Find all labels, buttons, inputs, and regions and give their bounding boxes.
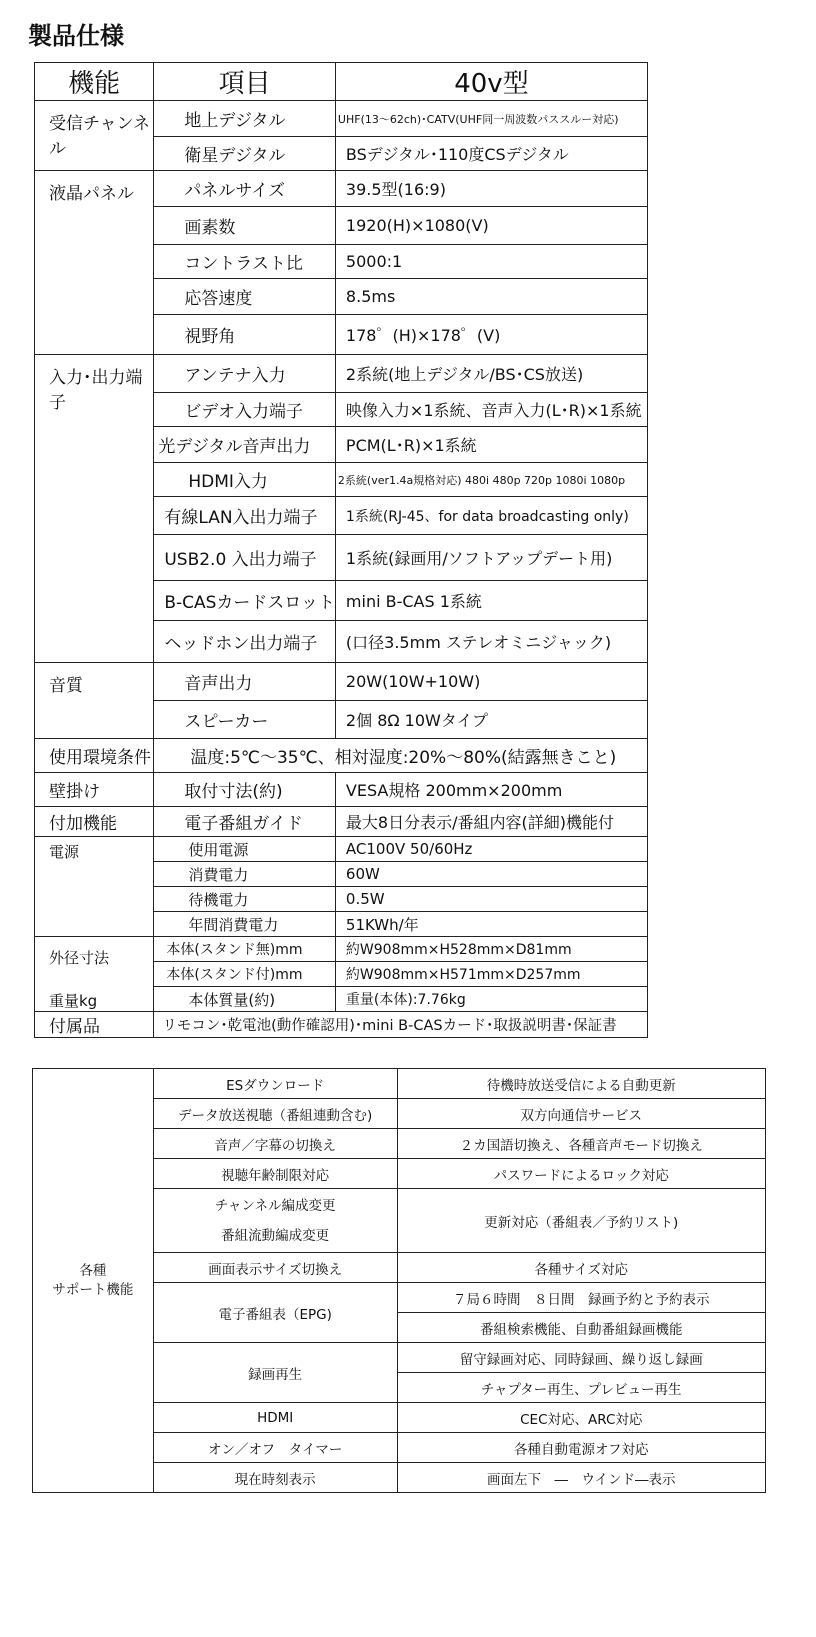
support-table — [32, 1068, 766, 1493]
support-feature: 電子番組表（EPG) — [153, 1283, 397, 1343]
table-row — [35, 937, 648, 962]
spec-value: 約W908mm×H571mm×D257mm — [335, 962, 647, 987]
spec-value: 1系統(録画用/ソフトアップデート用) — [335, 535, 647, 581]
support-detail: 各種サイズ対応 — [397, 1253, 765, 1283]
spec-value: 2個 8Ω 10Wタイプ — [335, 701, 647, 739]
spec-item: 使用電源 — [154, 837, 336, 862]
support-feature: データ放送視聴（番組連動含む) — [153, 1099, 397, 1129]
support-feature: 画面表示サイズ切換え — [153, 1253, 397, 1283]
support-group-line1: 各種 — [79, 1262, 107, 1279]
support-detail: 番組検索機能、自動番組録画機能 — [397, 1313, 765, 1343]
support-detail: 待機時放送受信による自動更新 — [397, 1069, 765, 1099]
table-row — [35, 773, 648, 807]
category-environment: 使用環境条件 — [35, 739, 154, 773]
category-io: 入力･出力端子 — [35, 355, 154, 663]
spec-table — [34, 62, 648, 1038]
support-feature: HDMI — [153, 1403, 397, 1433]
support-feature-line: チャンネル編成変更 — [214, 1197, 336, 1214]
support-detail: 留守録画対応、同時録画、繰り返し録画 — [397, 1343, 765, 1373]
spec-item: 年間消費電力 — [154, 912, 336, 937]
support-detail: 双方向通信サービス — [397, 1099, 765, 1129]
support-detail: 更新対応（番組表／予約リスト) — [397, 1189, 765, 1253]
support-detail: チャプター再生、プレビュー再生 — [397, 1373, 765, 1403]
spec-value: 60W — [335, 862, 647, 887]
spec-item: 光デジタル音声出力 — [154, 427, 336, 463]
category-extra: 付加機能 — [35, 807, 154, 837]
support-feature: 視聴年齢制限対応 — [153, 1159, 397, 1189]
spec-item: 待機電力 — [154, 887, 336, 912]
category-accessories: 付属品 — [35, 1012, 154, 1038]
support-group-line2: サポート機能 — [52, 1281, 134, 1298]
header-item: 項目 — [154, 63, 336, 101]
spec-item: USB2.0 入出力端子 — [154, 535, 336, 581]
category-panel: 液晶パネル — [35, 171, 154, 355]
spec-value: 約W908mm×H528mm×D81mm — [335, 937, 647, 962]
support-detail: ２カ国語切換え、各種音声モード切換え — [397, 1129, 765, 1159]
spec-item: B-CASカードスロット — [154, 581, 336, 621]
spec-value: 8.5ms — [335, 279, 647, 315]
spec-value: 1920(H)×1080(V) — [335, 207, 647, 245]
spec-header-row — [35, 63, 648, 101]
support-feature — [153, 1189, 397, 1253]
spec-item: パネルサイズ — [154, 171, 336, 207]
category-dimensions: 外径寸法 — [49, 949, 110, 967]
category-reception: 受信チャンネル — [35, 101, 154, 171]
spec-item: 衛星デジタル — [154, 137, 336, 171]
category-wall: 壁掛け — [35, 773, 154, 807]
spec-value: PCM(L･R)×1系統 — [335, 427, 647, 463]
header-model: 40v型 — [335, 63, 647, 101]
support-feature: 録画再生 — [153, 1343, 397, 1403]
spec-value: VESA規格 200mm×200mm — [335, 773, 647, 807]
spec-value: 温度:5℃～35℃、相対湿度:20%～80%(結露無きこと) — [154, 739, 648, 773]
support-detail: ７局６時間 ８日間 録画予約と予約表示 — [397, 1283, 765, 1313]
spec-item: コントラスト比 — [154, 245, 336, 279]
page-title: 製品仕様 — [28, 22, 124, 50]
support-feature: ESダウンロード — [153, 1069, 397, 1099]
spec-item: ビデオ入力端子 — [154, 393, 336, 427]
table-row — [35, 807, 648, 837]
spec-value: 0.5W — [335, 887, 647, 912]
support-feature: オン／オフ タイマー — [153, 1433, 397, 1463]
spec-value: mini B-CAS 1系統 — [335, 581, 647, 621]
table-row — [35, 739, 648, 773]
support-detail: 各種自動電源オフ対応 — [397, 1433, 765, 1463]
table-row — [35, 663, 648, 701]
spec-item: ヘッドホン出力端子 — [154, 621, 336, 663]
spec-item: 取付寸法(約) — [154, 773, 336, 807]
spec-value: (口径3.5mm ステレオミニジャック) — [335, 621, 647, 663]
spec-item: アンテナ入力 — [154, 355, 336, 393]
spec-item: 視野角 — [154, 315, 336, 355]
spec-value: 映像入力×1系統、音声入力(L･R)×1系統 — [335, 393, 647, 427]
support-feature-line: 番組流動編成変更 — [221, 1227, 330, 1244]
category-sound: 音質 — [35, 663, 154, 739]
spec-item: 地上デジタル — [154, 101, 336, 137]
spec-item: 本体(スタンド無)mm — [154, 937, 336, 962]
category-weight: 重量kg — [49, 992, 98, 1010]
spec-value: リモコン･乾電池(動作確認用)･mini B-CASカード･取扱説明書･保証書 — [154, 1012, 648, 1038]
support-group-label — [33, 1069, 154, 1493]
support-feature: 音声／字幕の切換え — [153, 1129, 397, 1159]
spec-item: 画素数 — [154, 207, 336, 245]
spec-value: BSデジタル･110度CSデジタル — [335, 137, 647, 171]
spec-value: AC100V 50/60Hz — [335, 837, 647, 862]
spec-value: 最大8日分表示/番組内容(詳細)機能付 — [335, 807, 647, 837]
spec-value: 重量(本体):7.76kg — [335, 987, 647, 1012]
category-dimensions-weight — [35, 937, 154, 1012]
spec-item: 消費電力 — [154, 862, 336, 887]
header-function: 機能 — [35, 63, 154, 101]
spec-item: 有線LAN入出力端子 — [154, 497, 336, 535]
table-row — [33, 1069, 766, 1099]
spec-value: UHF(13～62ch)･CATV(UHF同一周波数パススルー対応) — [335, 101, 647, 137]
spec-item: HDMI入力 — [154, 463, 336, 497]
support-detail: CEC対応、ARC対応 — [397, 1403, 765, 1433]
category-power: 電源 — [35, 837, 154, 937]
spec-item: 音声出力 — [154, 663, 336, 701]
table-row — [35, 171, 648, 207]
spec-item: 応答速度 — [154, 279, 336, 315]
table-row — [35, 355, 648, 393]
spec-item: スピーカー — [154, 701, 336, 739]
spec-value: 1系統(RJ-45、for data broadcasting only) — [335, 497, 647, 535]
spec-item: 本体(スタンド付)mm — [154, 962, 336, 987]
support-detail: 画面左下 ― ウインド―表示 — [397, 1463, 765, 1493]
table-row — [35, 837, 648, 862]
spec-value: 20W(10W+10W) — [335, 663, 647, 701]
support-detail: パスワードによるロック対応 — [397, 1159, 765, 1189]
spec-value: 2系統(地上デジタル/BS･CS放送) — [335, 355, 647, 393]
spec-value: 5000:1 — [335, 245, 647, 279]
table-row — [35, 101, 648, 137]
spec-item: 本体質量(約) — [154, 987, 336, 1012]
support-feature: 現在時刻表示 — [153, 1463, 397, 1493]
spec-value: 178゜(H)×178゜(V) — [335, 315, 647, 355]
spec-item: 電子番組ガイド — [154, 807, 336, 837]
table-row — [35, 1012, 648, 1038]
spec-value: 39.5型(16:9) — [335, 171, 647, 207]
spec-value: 2系統(ver1.4a規格対応) 480i 480p 720p 1080i 1080p — [335, 463, 647, 497]
spec-value: 51KWh/年 — [335, 912, 647, 937]
